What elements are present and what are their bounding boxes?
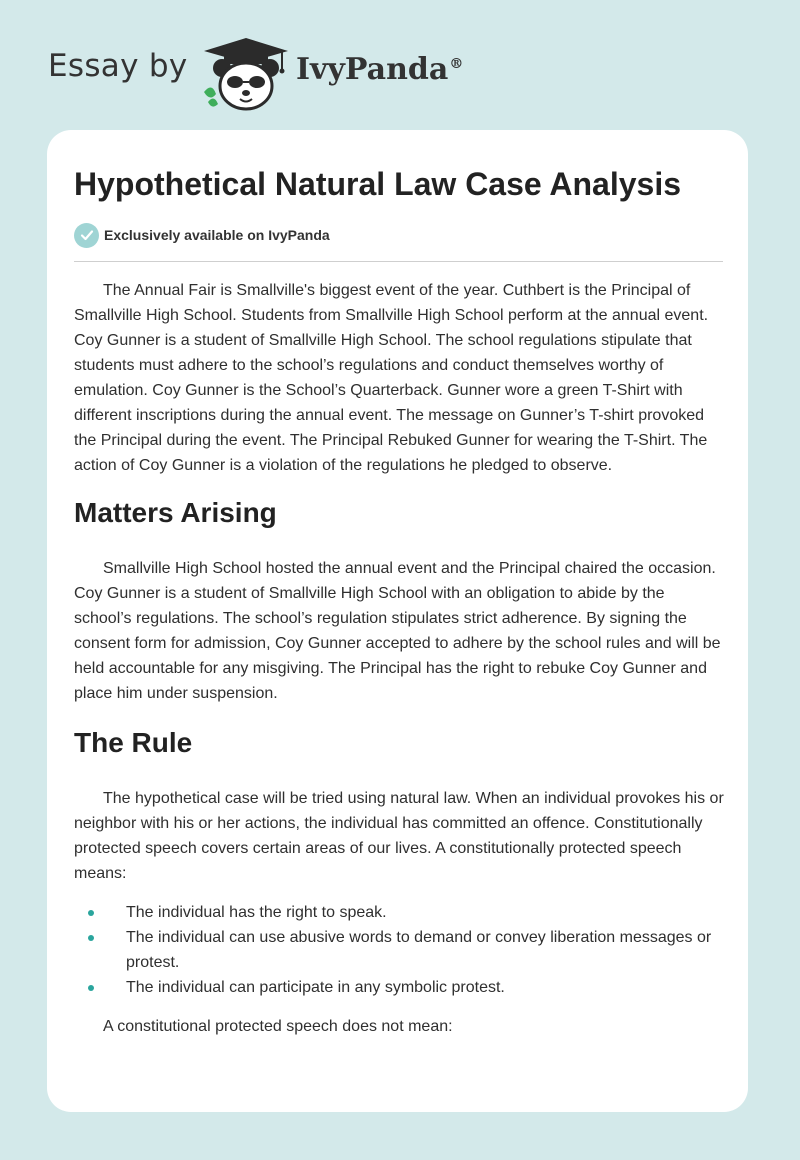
exclusive-badge (74, 222, 330, 248)
site-header (0, 0, 800, 120)
list-item: The individual can participate in any symbolic protest. (74, 975, 724, 1000)
check-circle-icon (74, 223, 99, 248)
essay-by-label: Essay by (48, 48, 188, 84)
matters-arising-paragraph: Smallville High School hosted the annual event and the Principal chaired the occasion. Coy Gunner is a student of Smallville High School with an obligation to abide by the school’s regulations. The school’s regulation stipulates strict adherence. By signing the consent form for admission, Coy Gunner accepted to adhere by the school rules and will be held accountable for any misgiving. The Principal has the right to rebuke Coy Gunner and place him under suspension. (74, 560, 721, 702)
bullet-icon (88, 910, 94, 916)
article-body (74, 278, 724, 1039)
protected-speech-list (74, 900, 724, 1000)
badge-label: Exclusively available on IvyPanda (104, 227, 330, 243)
section-heading-matters-arising: Matters Arising (74, 497, 277, 528)
page-title: Hypothetical Natural Law Case Analysis (74, 166, 682, 202)
list-item: The individual can use abusive words to demand or convey liberation messages or protest. (74, 925, 724, 975)
brand-name[interactable]: IvyPanda® (296, 52, 464, 87)
article-card (47, 130, 748, 1112)
bullet-icon (88, 985, 94, 991)
bullet-icon (88, 935, 94, 941)
closing-paragraph: A constitutional protected speech does not mean: (103, 1018, 453, 1035)
intro-paragraph: The Annual Fair is Smallville's biggest event of the year. Cuthbert is the Principal of Smallville High School. Students from Smallville High School perform at the annual event. Coy Gunner is a student of Smallville High School. The school regulations stipulate that students must adhere to the school’s regulations and conduct themselves worthy of emulation. Coy Gunner is the School’s Quarterback. Gunner wore a green T-Shirt with different inscriptions during the annual event. The message on Gunner’s T-shirt provoked the Principal during the event. The Principal Rebuked Gunner for wearing the T-Shirt. The action of Coy Gunner is a violation of the regulations he pledged to observe. (74, 282, 709, 474)
divider (74, 261, 723, 262)
the-rule-paragraph: The hypothetical case will be tried using natural law. When an individual provokes his or neighbor with his or her actions, the individual has committed an offence. Constitutionally protected speech covers certain areas of our lives. A constitutionally protected speech means: (74, 790, 724, 882)
panda-graduate-icon[interactable] (198, 36, 294, 112)
section-heading-the-rule: The Rule (74, 727, 193, 758)
registered-mark: ® (449, 56, 464, 72)
list-item: The individual has the right to speak. (74, 900, 724, 925)
